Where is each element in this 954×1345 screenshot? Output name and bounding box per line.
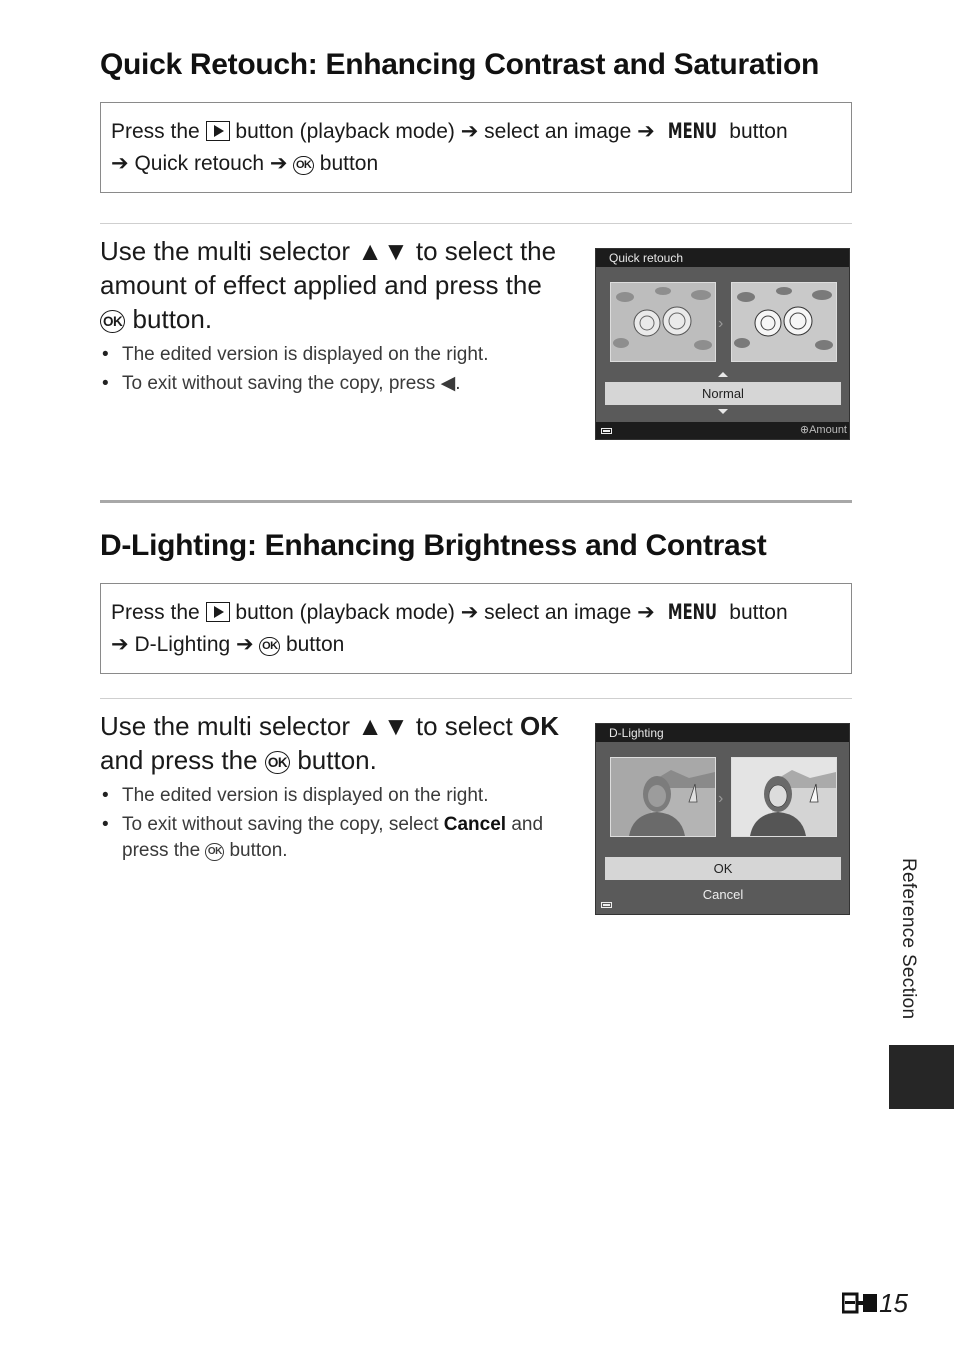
path-playback-text: button (playback mode) [235,601,455,624]
note-text: To exit without saving the copy, select [122,814,439,835]
procedure-path-box [100,102,852,193]
step-text-mid: and press the [100,745,258,775]
down-arrow-icon [718,409,728,414]
step-text-end: button. [297,745,377,775]
chevron-right-icon: › [718,790,724,807]
arrow-icon: ➔ [637,601,655,624]
battery-icon [601,428,612,434]
page-number [842,1288,908,1319]
note-text-end: button. [229,840,288,861]
arrow-icon: ➔ [269,152,288,175]
path-select-image: select an image [484,601,632,624]
path-ok-button: button [285,633,345,656]
edited-image-thumbnail [731,282,837,362]
arrow-icon: ➔ [111,152,129,175]
path-menu-button: button [729,601,788,624]
playback-button-icon [206,602,230,622]
step-ok-option: OK [519,711,559,741]
section-tab-marker [889,1045,954,1109]
menu-button-icon: MENU [667,600,717,624]
procedure-path-box [100,583,852,674]
path-playback-text: button (playback mode) [235,120,455,143]
selected-option: OK [605,857,841,880]
dial-icon: ⊕ [799,424,810,436]
footer-amount-label: Amount [809,424,847,436]
page-number-value: 15 [879,1288,908,1318]
divider [100,698,852,699]
original-image-thumbnail [610,282,716,362]
battery-icon [601,902,612,908]
ok-button-icon: OK [265,751,290,775]
section-divider [100,500,852,503]
menu-button-icon: MENU [667,119,717,143]
path-menu-button: button [729,120,788,143]
arrow-icon: ➔ [637,120,655,143]
step-instruction [100,234,570,336]
path-item: D-Lighting [134,633,231,656]
section-title-d-lighting: D-Lighting: Enhancing Brightness and Contrast [100,529,767,562]
note-item: • The edited version is displayed on the right. [100,342,560,368]
up-arrow-icon [718,372,728,377]
step-text: Use the multi selector ▲▼ to select the amount of effect applied and press the [100,236,557,300]
ok-button-icon: OK [293,156,314,175]
path-item: Quick retouch [134,152,265,175]
note-item [100,812,560,864]
camera-screen-quick-retouch [595,248,850,440]
original-image-thumbnail [610,757,716,837]
arrow-icon: ➔ [460,601,479,624]
path-press-the: Press the [111,120,200,143]
playback-button-icon [206,121,230,141]
arrow-icon: ➔ [236,633,254,656]
notes-list [100,342,560,400]
edited-image-thumbnail [731,757,837,837]
screen-title: Quick retouch [596,249,849,267]
ok-button-icon: OK [205,843,224,861]
section-title-quick-retouch: Quick Retouch: Enhancing Contrast and Saturation [100,48,819,81]
note-cancel-option: Cancel [443,814,507,835]
note-text: and press the [122,814,544,861]
camera-screen-d-lighting [595,723,850,915]
chevron-right-icon: › [718,315,724,332]
reference-section-icon [842,1288,878,1319]
note-item: • The edited version is displayed on the right. [100,783,560,809]
side-section-label: Reference Section [898,858,919,1020]
step-text-end: button. [132,304,213,334]
note-item: • To exit without saving the copy, press ◀. [100,371,560,397]
step-text: Use the multi selector ▲▼ to select [100,711,513,741]
cancel-option: Cancel [702,887,744,902]
arrow-icon: ➔ [460,120,479,143]
selected-option: Normal [605,382,841,405]
path-ok-button: button [319,152,379,175]
arrow-icon: ➔ [111,633,129,656]
screen-footer [596,422,849,439]
ok-button-icon: OK [259,637,280,656]
step-instruction [100,709,570,777]
screen-title: D-Lighting [596,724,849,742]
notes-list [100,783,560,867]
footer-amount [800,423,847,438]
divider [100,223,852,224]
path-select-image: select an image [484,120,632,143]
ok-button-icon: OK [100,310,125,334]
path-press-the: Press the [111,601,200,624]
